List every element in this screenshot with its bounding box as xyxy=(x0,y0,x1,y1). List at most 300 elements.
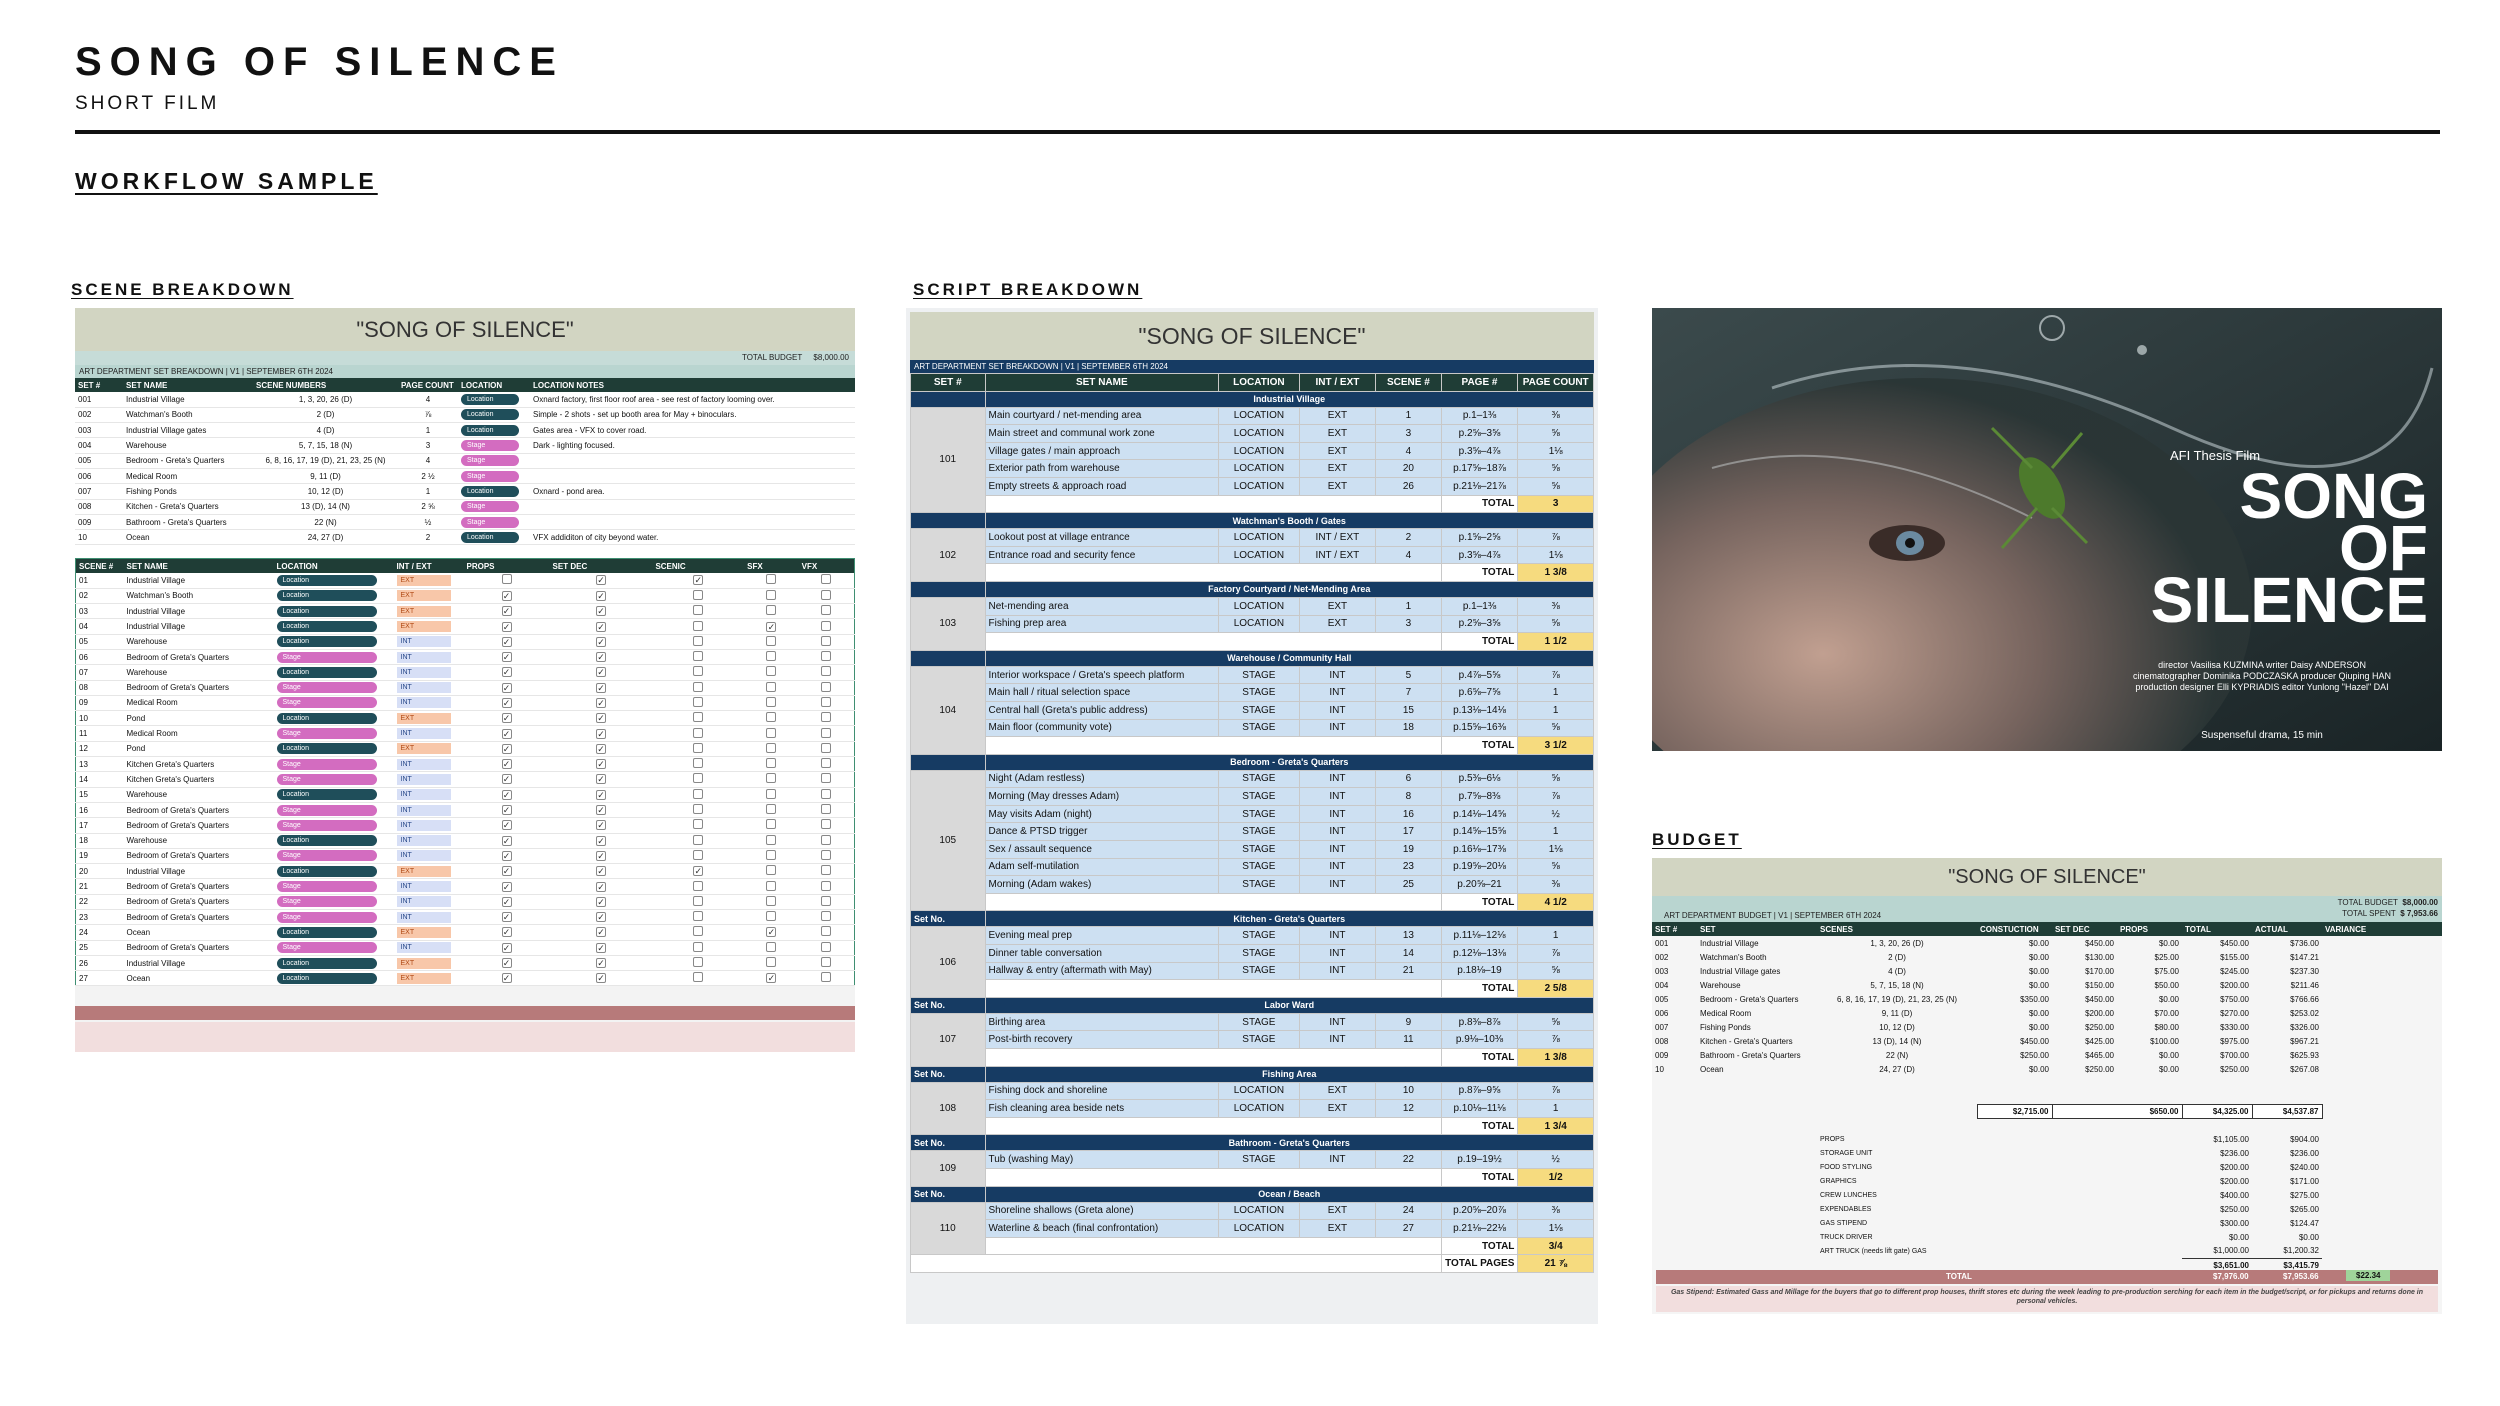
script-group-name: Bedroom - Greta's Quarters xyxy=(985,754,1594,770)
checkbox[interactable]: ✓ xyxy=(597,789,605,800)
script-group-header xyxy=(911,997,1594,1013)
checkbox[interactable]: ✓ xyxy=(502,805,511,816)
actual: $766.66 xyxy=(2290,994,2319,1004)
checkbox[interactable]: ✓ xyxy=(597,896,605,907)
scene-location-dropdown[interactable]: Location xyxy=(277,636,377,647)
location-dropdown[interactable]: Location xyxy=(461,532,519,543)
checkbox[interactable]: ✓ xyxy=(597,636,605,647)
checkbox[interactable] xyxy=(821,743,831,753)
page-count: ⅝ xyxy=(1518,460,1594,478)
scene-location-dropdown[interactable]: Location xyxy=(277,927,377,938)
scene-location-dropdown[interactable]: Stage xyxy=(277,942,377,953)
script-group-header xyxy=(911,1066,1594,1082)
checkbox[interactable] xyxy=(766,819,776,829)
int-ext-dropdown[interactable]: EXT xyxy=(397,621,451,632)
checkbox[interactable]: ✓ xyxy=(502,774,511,785)
scene-location-dropdown[interactable]: Location xyxy=(277,713,377,724)
scene-set-name: Warehouse xyxy=(124,787,274,802)
checkbox[interactable]: ✓ xyxy=(597,973,605,984)
scene-location-dropdown[interactable]: Location xyxy=(277,743,377,754)
scene-number: 26 xyxy=(76,955,124,970)
checkbox-cell xyxy=(744,955,799,970)
checkbox[interactable]: ✓ xyxy=(597,805,605,816)
extra-budget: $200.00 xyxy=(2220,1162,2249,1172)
checkbox[interactable]: ✓ xyxy=(767,973,776,984)
script-group-header xyxy=(911,581,1594,597)
scene-location-dropdown[interactable]: Stage xyxy=(277,850,377,861)
checkbox[interactable] xyxy=(766,896,776,906)
checkbox[interactable]: ✓ xyxy=(502,835,511,846)
scene-location-dropdown[interactable]: Location xyxy=(277,606,377,617)
checkbox-cell xyxy=(550,741,653,756)
checkbox[interactable]: ✓ xyxy=(502,682,511,693)
page-range: p.10⅛–11⅛ xyxy=(1441,1100,1518,1118)
checkbox[interactable]: ✓ xyxy=(597,743,605,754)
checkbox[interactable] xyxy=(766,773,776,783)
checkbox[interactable]: ✓ xyxy=(597,881,605,892)
scene-location-dropdown[interactable]: Stage xyxy=(277,697,377,708)
budget-set-name: Fishing Ponds xyxy=(1700,1022,1751,1032)
scene-number: 3 xyxy=(1376,425,1441,443)
checkbox[interactable]: ✓ xyxy=(597,942,605,953)
checkbox[interactable] xyxy=(693,911,703,921)
scene-row xyxy=(76,971,855,986)
scene-number: 15 xyxy=(76,787,124,802)
checkbox[interactable] xyxy=(766,728,776,738)
checkbox[interactable]: ✓ xyxy=(597,621,605,632)
checkbox[interactable]: ✓ xyxy=(502,713,511,724)
location: STAGE xyxy=(1219,858,1300,876)
total-label: TOTAL xyxy=(1441,495,1518,513)
scene-number: 17 xyxy=(76,818,124,833)
checkbox[interactable] xyxy=(766,911,776,921)
scene-row xyxy=(76,802,855,817)
script-row xyxy=(911,927,1594,945)
checkbox[interactable] xyxy=(821,911,831,921)
location-dropdown[interactable]: Location xyxy=(461,486,519,497)
scene-location-dropdown[interactable]: Location xyxy=(277,789,377,800)
int-ext-dropdown[interactable]: EXT xyxy=(397,713,451,724)
int-ext-dropdown[interactable]: INT xyxy=(397,682,451,693)
checkbox[interactable] xyxy=(693,972,703,982)
page-count: 1 xyxy=(398,423,458,438)
checkbox[interactable] xyxy=(766,697,776,707)
checkbox[interactable]: ✓ xyxy=(597,759,605,770)
checkbox-cell xyxy=(652,772,744,787)
set-row xyxy=(75,438,855,453)
scene-number: 05 xyxy=(76,634,124,649)
checkbox[interactable] xyxy=(821,666,831,676)
scene-desc: Central hall (Greta's public address) xyxy=(985,701,1219,719)
checkbox[interactable] xyxy=(766,758,776,768)
checkbox[interactable] xyxy=(693,697,703,707)
checkbox[interactable] xyxy=(821,574,831,584)
checkbox[interactable] xyxy=(766,789,776,799)
page-range: p.17⅝–18⅞ xyxy=(1441,460,1518,478)
int-ext-dropdown[interactable]: INT xyxy=(397,774,451,785)
location-dropdown[interactable]: Location xyxy=(461,394,519,405)
set-name: Watchman's Booth xyxy=(123,407,253,422)
checkbox[interactable] xyxy=(766,835,776,845)
checkbox[interactable] xyxy=(693,804,703,814)
checkbox[interactable] xyxy=(821,835,831,845)
int-ext-dropdown[interactable]: EXT xyxy=(397,606,451,617)
int-ext-dropdown[interactable]: EXT xyxy=(397,958,451,969)
int-ext-dropdown[interactable]: INT xyxy=(397,636,451,647)
checkbox[interactable] xyxy=(766,712,776,722)
spacer xyxy=(911,1255,1442,1273)
location-dropdown[interactable]: Stage xyxy=(461,501,519,512)
scene-number: 19 xyxy=(76,848,124,863)
location-dropdown[interactable]: Stage xyxy=(461,455,519,466)
checkbox[interactable]: ✓ xyxy=(597,912,605,923)
scene-location-dropdown[interactable]: Location xyxy=(277,835,377,846)
checkbox[interactable]: ✓ xyxy=(597,590,605,601)
script-row xyxy=(911,425,1594,443)
checkbox[interactable] xyxy=(821,621,831,631)
script-group-header xyxy=(911,911,1594,927)
checkbox-cell xyxy=(464,910,550,925)
checkbox[interactable] xyxy=(766,636,776,646)
checkbox[interactable] xyxy=(821,881,831,891)
checkbox[interactable]: ✓ xyxy=(502,667,511,678)
scene-location-dropdown[interactable]: Stage xyxy=(277,805,377,816)
set-row xyxy=(75,484,855,499)
scene-numbers: 13 (D), 14 (N) xyxy=(253,499,398,514)
int-ext-dropdown[interactable]: INT xyxy=(397,912,451,923)
checkbox[interactable]: ✓ xyxy=(502,789,511,800)
extra-name: ART TRUCK (needs lift gate) GAS xyxy=(1820,1247,1927,1255)
scene-row xyxy=(76,588,855,603)
checkbox[interactable] xyxy=(821,590,831,600)
location: STAGE xyxy=(1219,945,1300,963)
checkbox[interactable] xyxy=(821,896,831,906)
checkbox[interactable] xyxy=(693,881,703,891)
checkbox[interactable] xyxy=(693,789,703,799)
extra-actual: $171.00 xyxy=(2290,1176,2319,1186)
checkbox-cell xyxy=(550,971,653,986)
checkbox[interactable] xyxy=(766,682,776,692)
int-ext-dropdown[interactable]: INT xyxy=(397,835,451,846)
checkbox[interactable] xyxy=(693,666,703,676)
checkbox[interactable] xyxy=(693,590,703,600)
checkbox[interactable] xyxy=(821,819,831,829)
int-ext-dropdown[interactable]: INT xyxy=(397,728,451,739)
checkbox[interactable] xyxy=(766,804,776,814)
int-ext-dropdown[interactable]: INT xyxy=(397,789,451,800)
checkbox[interactable]: ✓ xyxy=(597,667,605,678)
scene-location-dropdown[interactable]: Stage xyxy=(277,820,377,831)
poster-title-line-2: OF SILENCE xyxy=(2150,512,2428,636)
scene-number: 5 xyxy=(1376,666,1441,684)
set-dec: $450.00 xyxy=(2085,994,2114,1004)
checkbox[interactable]: ✓ xyxy=(597,820,605,831)
checkbox[interactable]: ✓ xyxy=(502,743,511,754)
location-dropdown[interactable]: Stage xyxy=(461,471,519,482)
checkbox[interactable]: ✓ xyxy=(767,927,776,938)
footer-band xyxy=(75,1006,855,1020)
checkbox[interactable] xyxy=(766,605,776,615)
scene-location-dropdown[interactable]: Stage xyxy=(277,728,377,739)
checkbox[interactable]: ✓ xyxy=(597,728,605,739)
budget-col-header: TOTAL xyxy=(2185,924,2211,934)
int-ext-dropdown[interactable]: INT xyxy=(397,896,451,907)
checkbox[interactable]: ✓ xyxy=(502,866,511,877)
scene-location-dropdown[interactable]: Stage xyxy=(277,881,377,892)
checkbox[interactable] xyxy=(821,972,831,982)
checkbox[interactable] xyxy=(766,865,776,875)
checkbox[interactable] xyxy=(821,712,831,722)
int-ext-dropdown[interactable]: INT xyxy=(397,820,451,831)
checkbox[interactable]: ✓ xyxy=(694,866,703,877)
scene-row xyxy=(76,864,855,879)
scene-desc: Waterline & beach (final confrontation) xyxy=(985,1220,1219,1238)
scene-row xyxy=(76,695,855,710)
script-set-number: 108 xyxy=(911,1082,986,1135)
int-ext-dropdown[interactable]: INT xyxy=(397,881,451,892)
checkbox[interactable] xyxy=(766,850,776,860)
checkbox-cell xyxy=(464,833,550,848)
checkbox[interactable]: ✓ xyxy=(502,958,511,969)
scene-location-dropdown[interactable]: Stage xyxy=(277,652,377,663)
int-ext-dropdown[interactable]: INT xyxy=(397,805,451,816)
checkbox[interactable]: ✓ xyxy=(502,697,511,708)
checkbox[interactable] xyxy=(766,743,776,753)
checkbox[interactable] xyxy=(502,574,512,584)
checkbox-cell xyxy=(744,680,799,695)
checkbox[interactable] xyxy=(821,789,831,799)
checkbox[interactable] xyxy=(821,758,831,768)
scene-location-dropdown[interactable]: Location xyxy=(277,590,377,601)
checkbox[interactable] xyxy=(821,682,831,692)
scene-location-dropdown[interactable]: Location xyxy=(277,575,377,586)
checkbox[interactable] xyxy=(766,942,776,952)
scene-location-dropdown[interactable]: Location xyxy=(277,973,377,984)
set-name: Industrial Village xyxy=(123,392,253,407)
location-notes xyxy=(530,514,855,529)
checkbox[interactable]: ✓ xyxy=(502,912,511,923)
checkbox[interactable]: ✓ xyxy=(597,866,605,877)
checkbox[interactable] xyxy=(693,758,703,768)
budget-scenes: 6, 8, 16, 17, 19 (D), 21, 23, 25 (N) xyxy=(1836,994,1958,1004)
budget-row xyxy=(1652,1048,2442,1062)
checkbox[interactable] xyxy=(821,605,831,615)
checkbox[interactable] xyxy=(693,896,703,906)
int-ext-dropdown[interactable]: EXT xyxy=(397,575,451,586)
checkbox[interactable]: ✓ xyxy=(597,575,605,586)
scene-location-dropdown[interactable]: Location xyxy=(277,667,377,678)
int-ext: EXT xyxy=(1299,460,1376,478)
int-ext-dropdown[interactable]: EXT xyxy=(397,973,451,984)
location-dropdown[interactable]: Stage xyxy=(461,517,519,528)
int-ext-dropdown[interactable]: EXT xyxy=(397,927,451,938)
variance xyxy=(2322,1020,2442,1034)
location-dropdown[interactable]: Stage xyxy=(461,440,519,451)
scene-location-dropdown[interactable]: Location xyxy=(277,958,377,969)
checkbox[interactable] xyxy=(693,728,703,738)
checkbox[interactable] xyxy=(821,926,831,936)
checkbox[interactable] xyxy=(693,682,703,692)
checkbox[interactable]: ✓ xyxy=(597,682,605,693)
scene-location-dropdown[interactable]: Stage xyxy=(277,682,377,693)
scene-location-dropdown[interactable]: Stage xyxy=(277,912,377,923)
checkbox[interactable] xyxy=(821,850,831,860)
checkbox[interactable]: ✓ xyxy=(502,881,511,892)
scene-location-dropdown[interactable]: Stage xyxy=(277,759,377,770)
scene-location-dropdown[interactable]: Location xyxy=(277,621,377,632)
location-dropdown[interactable]: Location xyxy=(461,425,519,436)
checkbox[interactable] xyxy=(821,865,831,875)
script-total-row xyxy=(911,893,1594,911)
checkbox[interactable] xyxy=(821,773,831,783)
script-set-number: 110 xyxy=(911,1202,986,1255)
checkbox[interactable]: ✓ xyxy=(597,713,605,724)
checkbox[interactable]: ✓ xyxy=(502,896,511,907)
page-count: ⅞ xyxy=(398,407,458,422)
checkbox-cell xyxy=(652,726,744,741)
checkbox-cell xyxy=(550,910,653,925)
spacer xyxy=(1652,1188,1817,1202)
checkbox[interactable] xyxy=(766,957,776,967)
set-number: 003 xyxy=(75,423,123,438)
checkbox[interactable] xyxy=(766,574,776,584)
checkbox[interactable]: ✓ xyxy=(597,606,605,617)
int-ext-dropdown[interactable]: INT xyxy=(397,667,451,678)
checkbox[interactable] xyxy=(766,651,776,661)
checkbox[interactable] xyxy=(766,590,776,600)
checkbox[interactable]: ✓ xyxy=(502,973,511,984)
checkbox[interactable] xyxy=(693,743,703,753)
page-range: p.21⅛–22⅛ xyxy=(1441,1220,1518,1238)
checkbox[interactable] xyxy=(766,881,776,891)
budget-spacer-row xyxy=(1652,1090,2442,1104)
spacer xyxy=(1652,1230,1817,1244)
checkbox-cell xyxy=(464,573,550,588)
scene-desc: Empty streets & approach road xyxy=(985,477,1219,495)
checkbox-cell xyxy=(744,665,799,680)
int-ext-dropdown[interactable]: INT xyxy=(397,759,451,770)
scene-number: 24 xyxy=(76,925,124,940)
budget-set-number: 004 xyxy=(1655,980,1669,990)
checkbox[interactable] xyxy=(693,819,703,829)
scene-number: 18 xyxy=(1376,719,1441,737)
int-ext-dropdown[interactable]: INT xyxy=(397,652,451,663)
checkbox[interactable]: ✓ xyxy=(597,835,605,846)
checkbox[interactable] xyxy=(693,636,703,646)
scene-location-dropdown[interactable]: Stage xyxy=(277,774,377,785)
scene-location-cell xyxy=(274,894,394,909)
checkbox[interactable] xyxy=(693,850,703,860)
int-ext-dropdown[interactable]: INT xyxy=(397,697,451,708)
script-group-header xyxy=(911,754,1594,770)
checkbox[interactable]: ✓ xyxy=(502,820,511,831)
budget-grand-total: $7,976.00 xyxy=(2213,1272,2249,1281)
checkbox[interactable] xyxy=(821,804,831,814)
checkbox[interactable] xyxy=(693,621,703,631)
checkbox-cell xyxy=(799,971,855,986)
script-row xyxy=(911,1220,1594,1238)
scene-desc: Village gates / main approach xyxy=(985,442,1219,460)
checkbox[interactable]: ✓ xyxy=(502,927,511,938)
checkbox[interactable] xyxy=(693,835,703,845)
budget-set-name: Bedroom - Greta's Quarters xyxy=(1700,994,1799,1004)
scene-location-dropdown[interactable]: Stage xyxy=(277,896,377,907)
checkbox-cell xyxy=(744,971,799,986)
scene-location-cell xyxy=(274,619,394,634)
checkbox[interactable]: ✓ xyxy=(502,636,511,647)
checkbox[interactable]: ✓ xyxy=(502,652,511,663)
poster-credit-2: cinematographer Dominika PODCZASKA producer Qiuping HAN xyxy=(2132,671,2392,681)
checkbox-cell xyxy=(550,573,653,588)
checkbox[interactable]: ✓ xyxy=(502,621,511,632)
checkbox[interactable] xyxy=(693,712,703,722)
checkbox[interactable]: ✓ xyxy=(502,942,511,953)
film-poster xyxy=(1652,308,2442,751)
checkbox[interactable] xyxy=(821,957,831,967)
checkbox[interactable]: ✓ xyxy=(502,606,511,617)
checkbox[interactable]: ✓ xyxy=(597,652,605,663)
checkbox[interactable] xyxy=(693,957,703,967)
budget-note: Gas Stipend: Estimated Gass and Millage for the buyers that go to different prop houses, thrift stores etc during the week leading to pre-production serching for each item in the budget/script, or for pickups and returns done in personal vehicles. xyxy=(1656,1286,2438,1312)
location-notes: Gates area - VFX to cover road. xyxy=(530,423,855,438)
checkbox[interactable]: ✓ xyxy=(597,774,605,785)
checkbox[interactable] xyxy=(821,651,831,661)
checkbox[interactable]: ✓ xyxy=(767,621,776,632)
spacer xyxy=(985,495,1441,513)
budget-extra-row xyxy=(1652,1230,2442,1244)
checkbox-cell xyxy=(550,787,653,802)
checkbox[interactable] xyxy=(693,651,703,661)
int-ext-dropdown[interactable]: INT xyxy=(397,850,451,861)
checkbox[interactable] xyxy=(693,605,703,615)
checkbox[interactable] xyxy=(821,728,831,738)
location-cell xyxy=(458,499,530,514)
checkbox[interactable]: ✓ xyxy=(597,927,605,938)
int-ext-dropdown[interactable]: INT xyxy=(397,942,451,953)
checkbox[interactable]: ✓ xyxy=(502,728,511,739)
checkbox[interactable]: ✓ xyxy=(502,759,511,770)
checkbox[interactable] xyxy=(766,666,776,676)
checkbox-cell xyxy=(464,634,550,649)
checkbox[interactable] xyxy=(821,697,831,707)
checkbox[interactable]: ✓ xyxy=(502,850,511,861)
int-ext-dropdown[interactable]: EXT xyxy=(397,590,451,601)
int-ext-dropdown[interactable]: EXT xyxy=(397,866,451,877)
checkbox-cell xyxy=(550,894,653,909)
location: STAGE xyxy=(1219,719,1300,737)
script-row xyxy=(911,546,1594,564)
checkbox[interactable] xyxy=(693,942,703,952)
checkbox-cell xyxy=(464,772,550,787)
checkbox[interactable]: ✓ xyxy=(597,850,605,861)
int-ext-dropdown[interactable]: EXT xyxy=(397,743,451,754)
location-dropdown[interactable]: Location xyxy=(461,409,519,420)
checkbox[interactable]: ✓ xyxy=(502,590,511,601)
checkbox-cell xyxy=(652,802,744,817)
props: $100.00 xyxy=(2150,1036,2179,1046)
checkbox[interactable] xyxy=(821,636,831,646)
checkbox-cell xyxy=(744,910,799,925)
budget-set-name: Kitchen - Greta's Quarters xyxy=(1700,1036,1793,1046)
extra-budget: $400.00 xyxy=(2220,1190,2249,1200)
checkbox[interactable] xyxy=(821,942,831,952)
checkbox[interactable]: ✓ xyxy=(694,575,703,586)
checkbox[interactable]: ✓ xyxy=(597,958,605,969)
checkbox[interactable]: ✓ xyxy=(597,697,605,708)
scene-location-dropdown[interactable]: Location xyxy=(277,866,377,877)
checkbox[interactable] xyxy=(693,773,703,783)
checkbox[interactable] xyxy=(693,926,703,936)
